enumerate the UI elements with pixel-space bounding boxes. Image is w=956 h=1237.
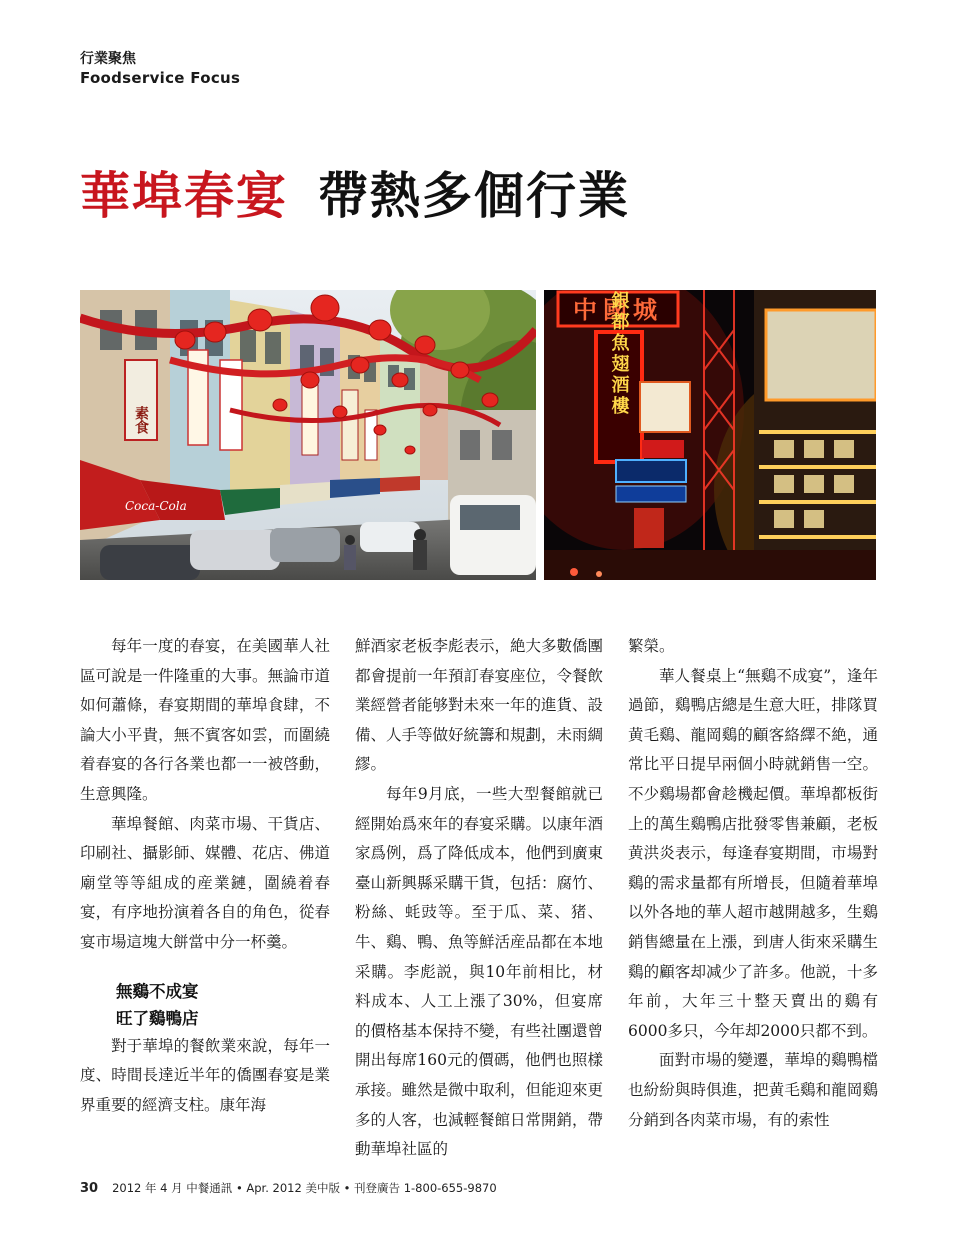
section-label-en: Foodservice Focus — [80, 69, 241, 87]
subheading — [80, 978, 330, 1032]
headline-red: 華埠春宴 — [80, 166, 288, 225]
paragraph: 面對市場的變遷，華埠的鷄鴨檔也紛紛與時俱進，把黄毛鷄和龍岡鷄分銷到各肉菜市場，有的索性 — [628, 1051, 878, 1129]
sign-coke: Coca-Cola — [125, 499, 187, 513]
article-column-3 — [628, 632, 878, 1135]
paragraph: 每年9月底，一些大型餐館就已經開始爲來年的春宴采購。以康年酒家爲例，爲了降低成本，他們到廣東臺山新興縣采購干貨，包括：腐竹、粉絲、蚝豉等。至于瓜、菜、猪、牛、鷄、鴨、魚等鮮活産品都在本地采購。李彪説，與10年前相比，材料成本、人工上漲了30%，但宴席的價格基本保持不變，有些社團還曾開出每席160元的價碼，他們也照樣承接。雖然是微中取利，但能迎來更多的人客，也減輕餐館日常開銷，帶動華埠社區的 — [355, 784, 604, 1159]
headline — [80, 160, 630, 232]
paragraph: 對于華埠的餐飲業來說，每年一度、時間長達近半年的僑團春宴是業界重要的經濟支柱。康年海 — [80, 1036, 330, 1114]
sign-vegetarian: 素食 — [133, 406, 149, 434]
paragraph: 華埠餐館、肉菜市場、干貨店、印刷社、攝影師、媒體、花店、佛道廟堂等等組成的産業鏈，圍繞着春宴，有序地扮演着各自的角色，從春宴市場這塊大餅當中分一杯羹。 — [80, 814, 330, 951]
page-number: 30 — [80, 1181, 99, 1196]
sign-restaurant: 銀都魚翅酒樓 — [608, 291, 630, 417]
headline-black: 帶熱多個行業 — [318, 166, 630, 225]
subheading-line-1: 無鷄不成宴 — [116, 981, 199, 1001]
section-label-zh: 行業聚焦 — [80, 51, 136, 67]
paragraph: 繁榮。 — [628, 637, 675, 655]
paragraph: 華人餐桌上“無鷄不成宴”，逢年過節，鷄鴨店總是生意大旺，排隊買黄毛鷄、龍岡鷄的顧客絡繹不絶，通常比平日提早兩個小時就銷售一空。不少鷄場都會趁機起價。華埠都板街上的萬生鷄鴨店批發零售兼顧，老板黄洪炎表示，每逢春宴期間，市場對鷄的需求量都有所增長，但隨着華埠以外各地的華人超市越開越多，生鷄銷售總量在上漲，到唐人街來采購生鷄的顧客却减少了許多。他説，十多年前，大年三十整天賣出的鷄有6000多只，今年却2000只都不到。 — [628, 666, 878, 1040]
article-column-1 — [80, 632, 330, 1120]
sign-chinatown: 中國城 — [573, 295, 663, 324]
paragraph: 每年一度的春宴，在美國華人社區可說是一件隆重的大事。無論市道如何蕭條，春宴期間的華埠食肆，不論大小平貴，無不賓客如雲，而圍繞着春宴的各行各業也都一一被啓動，生意興隆。 — [80, 637, 330, 803]
paragraph: 鮮酒家老板李彪表示，絶大多數僑團都會提前一年預訂春宴座位，令餐飲業經營者能够對未來一年的進貨、設備、人手等做好統籌和規劃，未雨綢繆。 — [355, 637, 604, 774]
article-column-2 — [355, 632, 603, 1165]
chinatown-night-photo — [544, 290, 876, 580]
page-footer — [80, 1180, 497, 1196]
subheading-line-2: 旺了鷄鴨店 — [116, 1008, 199, 1028]
section-header — [80, 50, 240, 88]
footer-text: 2012 年 4 月 中餐通訊 • Apr. 2012 美中版 • 刊登廣告 1-800-655-9870 — [112, 1181, 497, 1195]
chinatown-street-photo — [80, 290, 536, 580]
